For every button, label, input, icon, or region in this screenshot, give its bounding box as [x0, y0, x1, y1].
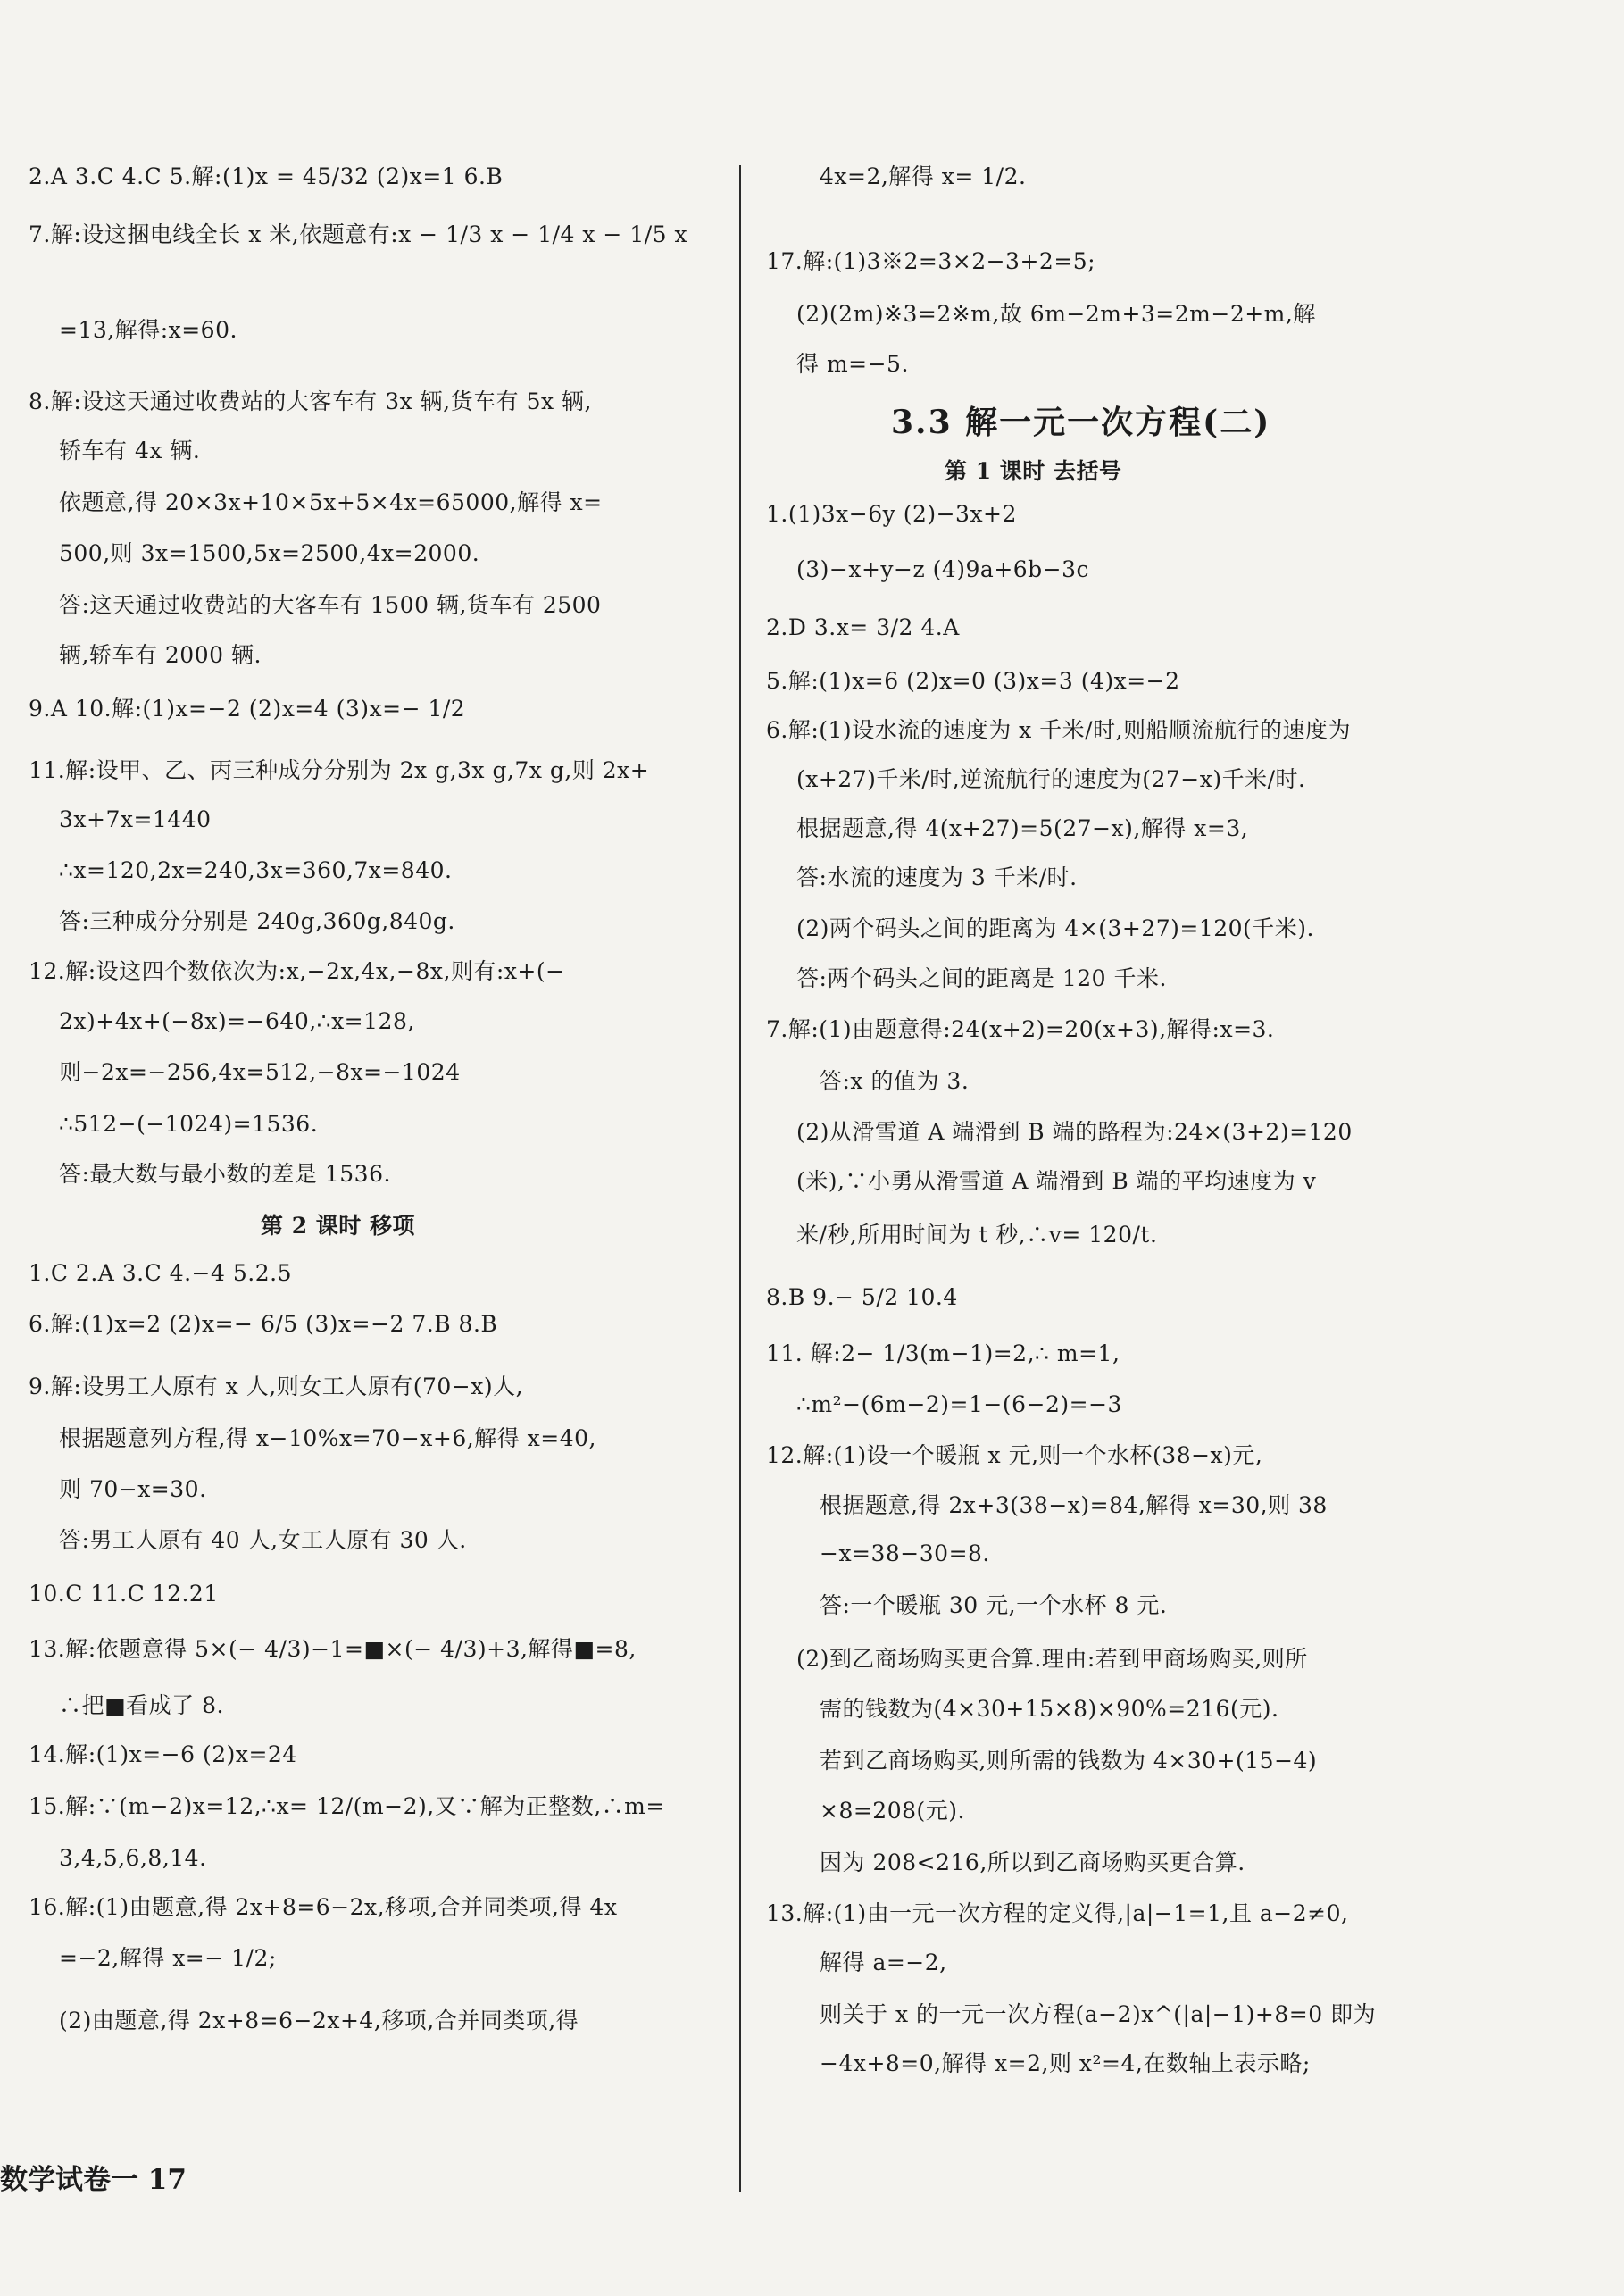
answer-line: 答:男工人原有 40 人,女工人原有 30 人.: [59, 1527, 467, 1553]
answer-line: 3,4,5,6,8,14.: [59, 1845, 207, 1871]
answer-line: 11.解:设甲、乙、丙三种成分分别为 2x g,3x g,7x g,则 2x+: [29, 757, 650, 783]
column-divider: [739, 165, 741, 2192]
answer-line: 1.C 2.A 3.C 4.−4 5.2.5: [29, 1260, 292, 1286]
answer-line: ∴把■看成了 8.: [59, 1692, 224, 1718]
answer-line: 则关于 x 的一元一次方程(a−2)x^(|a|−1)+8=0 即为: [820, 2001, 1377, 2027]
answer-line: =13,解得:x=60.: [59, 317, 237, 343]
answer-line: 答:三种成分分别是 240g,360g,840g.: [59, 908, 455, 934]
answer-line: 6.解:(1)x=2 (2)x=− 6/5 (3)x=−2 7.B 8.B: [29, 1311, 498, 1337]
answer-line: 答:这天通过收费站的大客车有 1500 辆,货车有 2500: [59, 592, 602, 618]
answer-line: 10.C 11.C 12.21: [29, 1581, 219, 1607]
answer-line: 则−2x=−256,4x=512,−8x=−1024: [59, 1059, 461, 1085]
answer-line: (3)−x+y−z (4)9a+6b−3c: [796, 556, 1090, 582]
answer-line: 解得 a=−2,: [820, 1950, 947, 1975]
answer-line: 15.解:∵(m−2)x=12,∴x= 12/(m−2),又∵解为正整数,∴m=: [29, 1793, 665, 1819]
answer-line: (x+27)千米/时,逆流航行的速度为(27−x)千米/时.: [796, 766, 1306, 792]
answer-line: 则 70−x=30.: [59, 1476, 207, 1502]
answer-line: 13.解:(1)由一元一次方程的定义得,|a|−1=1,且 a−2≠0,: [766, 1900, 1349, 1926]
answer-line: 答:一个暖瓶 30 元,一个水杯 8 元.: [820, 1592, 1168, 1618]
answer-line: ∴x=120,2x=240,3x=360,7x=840.: [59, 857, 453, 883]
answer-line: 答:水流的速度为 3 千米/时.: [796, 864, 1078, 890]
answer-line: 14.解:(1)x=−6 (2)x=24: [29, 1741, 297, 1767]
answer-line: −4x+8=0,解得 x=2,则 x²=4,在数轴上表示略;: [820, 2050, 1311, 2076]
answer-line: (2)(2m)※3=2※m,故 6m−2m+3=2m−2+m,解: [796, 301, 1316, 327]
answer-line: 根据题意,得 4(x+27)=5(27−x),解得 x=3,: [796, 815, 1249, 841]
answer-line: 12.解:设这四个数依次为:x,−2x,4x,−8x,则有:x+(−: [29, 958, 565, 984]
answer-line: 辆,轿车有 2000 辆.: [59, 642, 262, 668]
answer-line: 7.解:设这捆电线全长 x 米,依题意有:x − 1/3 x − 1/4 x − 1/5 x: [29, 221, 688, 247]
answer-line: 500,则 3x=1500,5x=2500,4x=2000.: [59, 540, 480, 566]
answer-line: 答:x 的值为 3.: [820, 1068, 970, 1094]
answer-line: 16.解:(1)由题意,得 2x+8=6−2x,移项,合并同类项,得 4x: [29, 1894, 618, 1920]
answer-line: 根据题意,得 2x+3(38−x)=84,解得 x=30,则 38: [820, 1492, 1328, 1518]
answer-line: 8.B 9.− 5/2 10.4: [766, 1284, 958, 1310]
answer-line: 7.解:(1)由题意得:24(x+2)=20(x+3),解得:x=3.: [766, 1016, 1275, 1042]
answer-line: (2)两个码头之间的距离为 4×(3+27)=120(千米).: [796, 915, 1315, 941]
answer-line: 米/秒,所用时间为 t 秒,∴v= 120/t.: [796, 1222, 1158, 1248]
answer-line: 根据题意列方程,得 x−10%x=70−x+6,解得 x=40,: [59, 1425, 596, 1451]
answer-line: (米),∵小勇从滑雪道 A 端滑到 B 端的平均速度为 v: [796, 1168, 1317, 1194]
answer-line: 因为 208<216,所以到乙商场购买更合算.: [820, 1849, 1245, 1875]
answer-line: ∴m²−(6m−2)=1−(6−2)=−3: [796, 1391, 1122, 1417]
page-footer: 数学试卷一 17: [0, 2164, 187, 2196]
answer-line: ∴512−(−1024)=1536.: [59, 1111, 319, 1137]
answer-line: 9.A 10.解:(1)x=−2 (2)x=4 (3)x=− 1/2: [29, 696, 466, 722]
answer-line: 2x)+4x+(−8x)=−640,∴x=128,: [59, 1008, 415, 1034]
answer-line: 12.解:(1)设一个暖瓶 x 元,则一个水杯(38−x)元,: [766, 1442, 1263, 1468]
answer-line: 1.(1)3x−6y (2)−3x+2: [766, 501, 1017, 527]
answer-line: 11. 解:2− 1/3(m−1)=2,∴ m=1,: [766, 1340, 1120, 1366]
answer-line: 答:两个码头之间的距离是 120 千米.: [796, 965, 1167, 991]
answer-line: (2)从滑雪道 A 端滑到 B 端的路程为:24×(3+2)=120: [796, 1119, 1353, 1145]
answer-line: 5.解:(1)x=6 (2)x=0 (3)x=3 (4)x=−2: [766, 668, 1180, 694]
section-heading: 3.3 解一元一次方程(二): [891, 404, 1271, 441]
section-heading: 第 1 课时 去括号: [945, 458, 1122, 484]
answer-line: 依题意,得 20×3x+10×5x+5×4x=65000,解得 x=: [59, 489, 603, 515]
answer-line: ×8=208(元).: [820, 1798, 965, 1824]
section-heading: 第 2 课时 移项: [261, 1213, 416, 1239]
answer-line: 需的钱数为(4×30+15×8)×90%=216(元).: [820, 1696, 1279, 1722]
answer-line: −x=38−30=8.: [820, 1540, 990, 1566]
answer-line: (2)由题意,得 2x+8=6−2x+4,移项,合并同类项,得: [59, 2008, 579, 2033]
answer-line: 轿车有 4x 辆.: [59, 438, 201, 463]
answer-line: 9.解:设男工人原有 x 人,则女工人原有(70−x)人,: [29, 1373, 524, 1399]
answer-line: 17.解:(1)3※2=3×2−3+2=5;: [766, 248, 1096, 274]
answer-line: 答:最大数与最小数的差是 1536.: [59, 1161, 391, 1187]
answer-line: 6.解:(1)设水流的速度为 x 千米/时,则船顺流航行的速度为: [766, 717, 1352, 743]
answer-line: 得 m=−5.: [796, 351, 909, 377]
answer-line: 2.A 3.C 4.C 5.解:(1)x = 45/32 (2)x=1 6.B: [29, 163, 504, 189]
answer-line: 2.D 3.x= 3/2 4.A: [766, 614, 960, 640]
answer-line: =−2,解得 x=− 1/2;: [59, 1945, 277, 1971]
answer-line: 4x=2,解得 x= 1/2.: [820, 163, 1027, 189]
answer-line: 8.解:设这天通过收费站的大客车有 3x 辆,货车有 5x 辆,: [29, 388, 592, 414]
answer-line: 若到乙商场购买,则所需的钱数为 4×30+(15−4): [820, 1748, 1318, 1774]
answer-line: 13.解:依题意得 5×(− 4/3)−1=■×(− 4/3)+3,解得■=8,: [29, 1636, 637, 1662]
answer-line: 3x+7x=1440: [59, 806, 212, 832]
answer-line: (2)到乙商场购买更合算.理由:若到甲商场购买,则所: [796, 1646, 1308, 1672]
